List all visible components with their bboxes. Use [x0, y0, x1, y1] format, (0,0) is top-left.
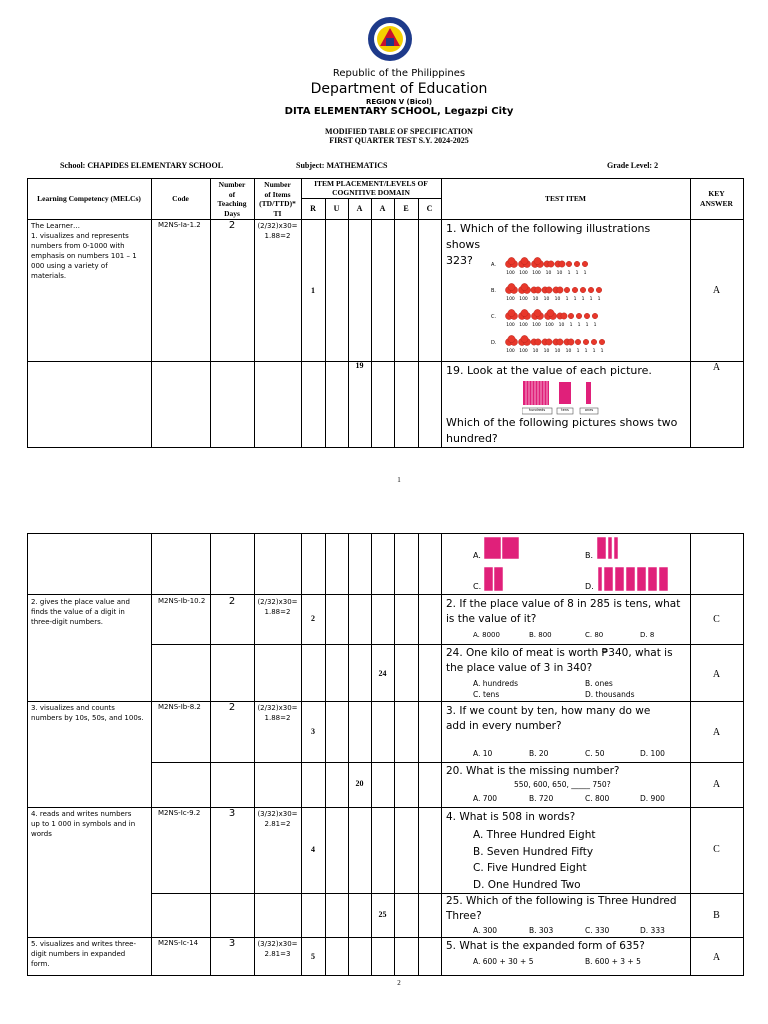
placement-q20: 20	[355, 779, 364, 788]
q20-opt-c: C. 800	[585, 794, 610, 803]
apple-value-label: 100	[532, 323, 541, 328]
q20-opt-d: D. 900	[640, 794, 665, 803]
apple-group-icon	[574, 261, 580, 267]
q1-apple-illustration	[491, 252, 655, 360]
level-e: E	[403, 204, 409, 213]
apple-group-icon	[564, 339, 574, 345]
key-2: C	[713, 614, 720, 625]
placement-q25: 25	[378, 910, 387, 919]
apple-group-icon	[566, 261, 572, 267]
question-1: 1. Which of the following illustrations shows 323?	[446, 222, 651, 267]
apple-group-icon	[531, 309, 543, 319]
apple-value-label: 1	[569, 323, 573, 328]
code-4: M2NS-Ic-9.2	[158, 809, 201, 817]
grade-line: Grade Level: 2	[607, 161, 659, 170]
key-25: B	[713, 910, 720, 921]
apple-value-label: 1	[575, 271, 579, 276]
header-items: Number of Items (TD/TTD)* TI	[259, 180, 296, 218]
apple-group-icon	[564, 287, 570, 293]
q2-opt-a: A. 8000	[473, 631, 500, 639]
days-4: 3	[228, 808, 236, 819]
key-20: A	[712, 779, 721, 790]
school-line: School: CHAPIDES ELEMENTARY SCHOOL	[60, 161, 224, 170]
placement-q1: 1	[311, 286, 315, 295]
apple-group-icon	[568, 313, 574, 319]
subject-line: Subject: MATHEMATICS	[296, 161, 388, 170]
q25-opt-d: D. 333	[640, 926, 665, 935]
apple-value-label: 100	[506, 297, 515, 302]
placement-q5: 5	[311, 952, 315, 961]
apple-value-label: 10	[543, 297, 550, 302]
apple-group-icon	[544, 309, 556, 319]
header-days: Number of Teaching Days	[217, 180, 247, 218]
competency-5: 5. visualizes and writes three- digit numbers in expanded form.	[31, 940, 137, 968]
apple-value-label: 100	[519, 349, 528, 354]
apple-value-label: 100	[506, 271, 515, 276]
level-r: R	[310, 204, 316, 213]
code-1: M2NS-Ia-1.2	[158, 221, 201, 229]
items-4: (3/32)x30= 2.81=2	[257, 810, 298, 828]
placement-q24: 24	[378, 669, 387, 678]
q3-opt-d: D. 100	[640, 749, 665, 758]
q3-opt-b: B. 20	[529, 749, 549, 758]
q20-opt-b: B. 720	[529, 794, 554, 803]
apple-group-icon	[542, 339, 552, 345]
question-24: 24. One kilo of meat is worth ₱340, what is the place value of 3 in 340?	[446, 647, 673, 674]
apple-group-icon	[575, 339, 581, 345]
q4-opt-c: C. Five Hundred Eight	[473, 862, 587, 874]
code-2: M2NS-Ib-10.2	[158, 597, 206, 605]
apple-value-label: 10	[558, 323, 565, 328]
level-a1: A	[356, 204, 363, 213]
level-c: C	[426, 204, 433, 213]
apple-group-icon	[591, 339, 597, 345]
apple-group-icon	[505, 257, 517, 267]
apple-value-label: 100	[506, 323, 515, 328]
apple-value-label: 1	[583, 271, 587, 276]
q25-opt-a: A. 300	[473, 926, 498, 935]
apple-group-icon	[542, 287, 552, 293]
q1-option-letter: D.	[491, 340, 497, 346]
competency-4: 4. reads and writes numbers up to 1 000 in symbols and in words	[31, 810, 136, 838]
q24-opt-b: B. ones	[585, 679, 613, 688]
apple-group-icon	[505, 283, 517, 293]
apple-value-label: 100	[519, 323, 528, 328]
apple-group-icon	[572, 287, 578, 293]
q5-opt-b: B. 600 + 3 + 5	[585, 957, 641, 966]
apple-value-label: 1	[589, 297, 593, 302]
apple-group-icon	[588, 287, 594, 293]
placement-q3: 3	[311, 727, 315, 736]
key-5: A	[712, 952, 721, 963]
block-label-tens: tens	[561, 408, 569, 412]
apple-group-icon	[531, 257, 543, 267]
days-3: 2	[228, 702, 236, 713]
apple-value-label: 10	[543, 349, 550, 354]
q19-opt-b: B.	[585, 551, 594, 560]
q4-options	[473, 827, 596, 893]
items-1: (2/32)x30= 1.88=2	[257, 222, 298, 240]
q5-opt-a: A. 600 + 30 + 5	[473, 957, 534, 966]
apple-group-icon	[584, 313, 590, 319]
q19-opt-c: C.	[473, 582, 482, 591]
question-19-prompt: Which of the following pictures shows two hundred?	[446, 416, 678, 445]
q19-opt-a: A.	[473, 551, 481, 560]
key-3: A	[712, 727, 721, 738]
question-19: 19. Look at the value of each picture.	[446, 364, 652, 377]
apple-group-icon	[544, 261, 554, 267]
apple-value-label: 100	[532, 271, 541, 276]
q19-opt-d: D.	[585, 582, 594, 591]
apple-group-icon	[580, 287, 586, 293]
question-4: 4. What is 508 in words?	[446, 811, 576, 823]
apple-group-icon	[599, 339, 605, 345]
apple-value-label: 10	[532, 297, 539, 302]
competency-1: The Learner… 1. visualizes and represents numbers from 0-1000 with emphasis on numbers 101 – 1 000 using a variety of materials.	[31, 222, 137, 280]
q20-opt-a: A. 700	[473, 794, 498, 803]
apple-value-label: 100	[506, 349, 515, 354]
apple-value-label: 1	[577, 323, 581, 328]
apple-value-label: 1	[593, 323, 597, 328]
key-4: C	[713, 844, 720, 855]
apple-value-label: 10	[532, 349, 539, 354]
doc-title: MODIFIED TABLE OF SPECIFICATION	[325, 127, 473, 136]
key-24: A	[712, 669, 721, 680]
apple-value-label: 1	[581, 297, 585, 302]
apple-value-label: 100	[519, 297, 528, 302]
competency-2: 2. gives the place value and finds the value of a digit in three-digit numbers.	[31, 598, 130, 626]
placement-q2: 2	[311, 614, 315, 623]
apple-group-icon	[505, 335, 517, 345]
code-3: M2NS-Ib-8.2	[158, 703, 201, 711]
q3-opt-c: C. 50	[585, 749, 605, 758]
region-line: REGION V (Bicol)	[365, 98, 433, 106]
apple-value-label: 10	[565, 349, 572, 354]
apple-value-label: 1	[597, 297, 601, 302]
apple-value-label: 10	[556, 271, 563, 276]
doc-subtitle: FIRST QUARTER TEST S.Y. 2024-2025	[329, 136, 469, 145]
apple-group-icon	[592, 313, 598, 319]
apple-group-icon	[505, 309, 517, 319]
competency-3: 3. visualizes and counts numbers by 10s, 50s, and 100s.	[31, 704, 144, 722]
q1-option-letter: B.	[491, 288, 497, 294]
header-code: Code	[172, 194, 189, 203]
apple-group-icon	[518, 335, 530, 345]
question-2: 2. If the place value of 8 in 285 is tens, what is the value of it?	[446, 598, 681, 625]
republic-line: Republic of the Philippines	[332, 68, 466, 79]
header-competency: Learning Competency (MELCs)	[37, 194, 141, 203]
code-5: M2NS-Ic-14	[158, 939, 199, 947]
days-2: 2	[228, 596, 236, 607]
apple-value-label: 10	[545, 271, 552, 276]
apple-value-label: 1	[567, 271, 571, 276]
page-number-2: 2	[397, 979, 401, 987]
level-u: U	[333, 204, 340, 213]
q19-option-blocks	[482, 535, 672, 593]
question-20: 20. What is the missing number?	[446, 765, 620, 777]
q2-opt-b: B. 800	[529, 631, 552, 639]
apple-value-label: 1	[592, 349, 596, 354]
header-test-item: TEST ITEM	[545, 194, 586, 203]
q4-opt-d: D. One Hundred Two	[473, 878, 581, 891]
q24-opt-a: A. hundreds	[473, 679, 518, 688]
question-5: 5. What is the expanded form of 635?	[446, 940, 645, 952]
apple-group-icon	[555, 261, 565, 267]
key-19: A	[712, 362, 721, 373]
apple-value-label: 1	[600, 349, 604, 354]
apple-group-icon	[553, 339, 563, 345]
items-3: (2/32)x30= 1.88=2	[257, 704, 298, 722]
q20-sequence: 550, 600, 650, _____ 750?	[514, 780, 611, 789]
apple-value-label: 10	[554, 297, 561, 302]
apple-value-label: 100	[519, 271, 528, 276]
apple-group-icon	[557, 313, 567, 319]
apple-value-label: 100	[545, 323, 554, 328]
days-1: 2	[228, 220, 236, 231]
apple-group-icon	[576, 313, 582, 319]
apple-group-icon	[553, 287, 563, 293]
apple-value-label: 1	[573, 297, 577, 302]
block-label-hundreds: hundreds	[528, 408, 546, 412]
deped-seal-icon	[367, 16, 413, 62]
apple-group-icon	[531, 339, 541, 345]
days-5: 3	[228, 938, 236, 949]
apple-group-icon	[596, 287, 602, 293]
q1-option-letter: A.	[491, 262, 496, 268]
apple-group-icon	[583, 339, 589, 345]
apple-group-icon	[518, 309, 530, 319]
block-label-ones: ones	[584, 408, 594, 412]
apple-group-icon	[518, 257, 530, 267]
apple-group-icon	[518, 283, 530, 293]
apple-value-label: 1	[565, 297, 569, 302]
apple-group-icon	[582, 261, 588, 267]
apple-value-label: 1	[576, 349, 580, 354]
header-key: KEY ANSWER	[700, 189, 733, 208]
placement-q19: 19	[355, 361, 364, 370]
key-1: A	[712, 285, 721, 296]
q1-option-letter: C.	[491, 314, 497, 320]
apple-group-icon	[531, 287, 541, 293]
placement-q4: 4	[311, 845, 315, 854]
q2-opt-c: C. 80	[585, 631, 604, 639]
question-3: 3. If we count by ten, how many do we add in every number?	[446, 705, 651, 732]
question-25: 25. Which of the following is Three Hundred Three?	[446, 895, 677, 922]
q2-opt-d: D. 8	[640, 631, 655, 639]
q4-opt-b: B. Seven Hundred Fifty	[473, 845, 594, 858]
q24-opt-d: D. thousands	[585, 690, 635, 699]
school-full-line: DITA ELEMENTARY SCHOOL, Legazpi City	[284, 106, 514, 117]
level-a2: A	[379, 204, 386, 213]
items-5: (3/32)x30= 2.81=3	[257, 940, 298, 958]
header-placement: ITEM PLACEMENT/LEVELS OF COGNITIVE DOMAIN	[314, 179, 428, 197]
department-title: Department of Education	[310, 81, 488, 97]
q25-opt-c: C. 330	[585, 926, 610, 935]
apple-value-label: 10	[554, 349, 561, 354]
page-number-1: 1	[397, 476, 401, 484]
q4-opt-a: A. Three Hundred Eight	[473, 829, 596, 841]
q24-opt-c: C. tens	[473, 690, 500, 699]
q3-opt-a: A. 10	[473, 749, 493, 758]
items-2: (2/32)x30= 1.88=2	[257, 598, 298, 616]
q25-opt-b: B. 303	[529, 926, 554, 935]
apple-value-label: 1	[585, 323, 589, 328]
apple-value-label: 1	[584, 349, 588, 354]
